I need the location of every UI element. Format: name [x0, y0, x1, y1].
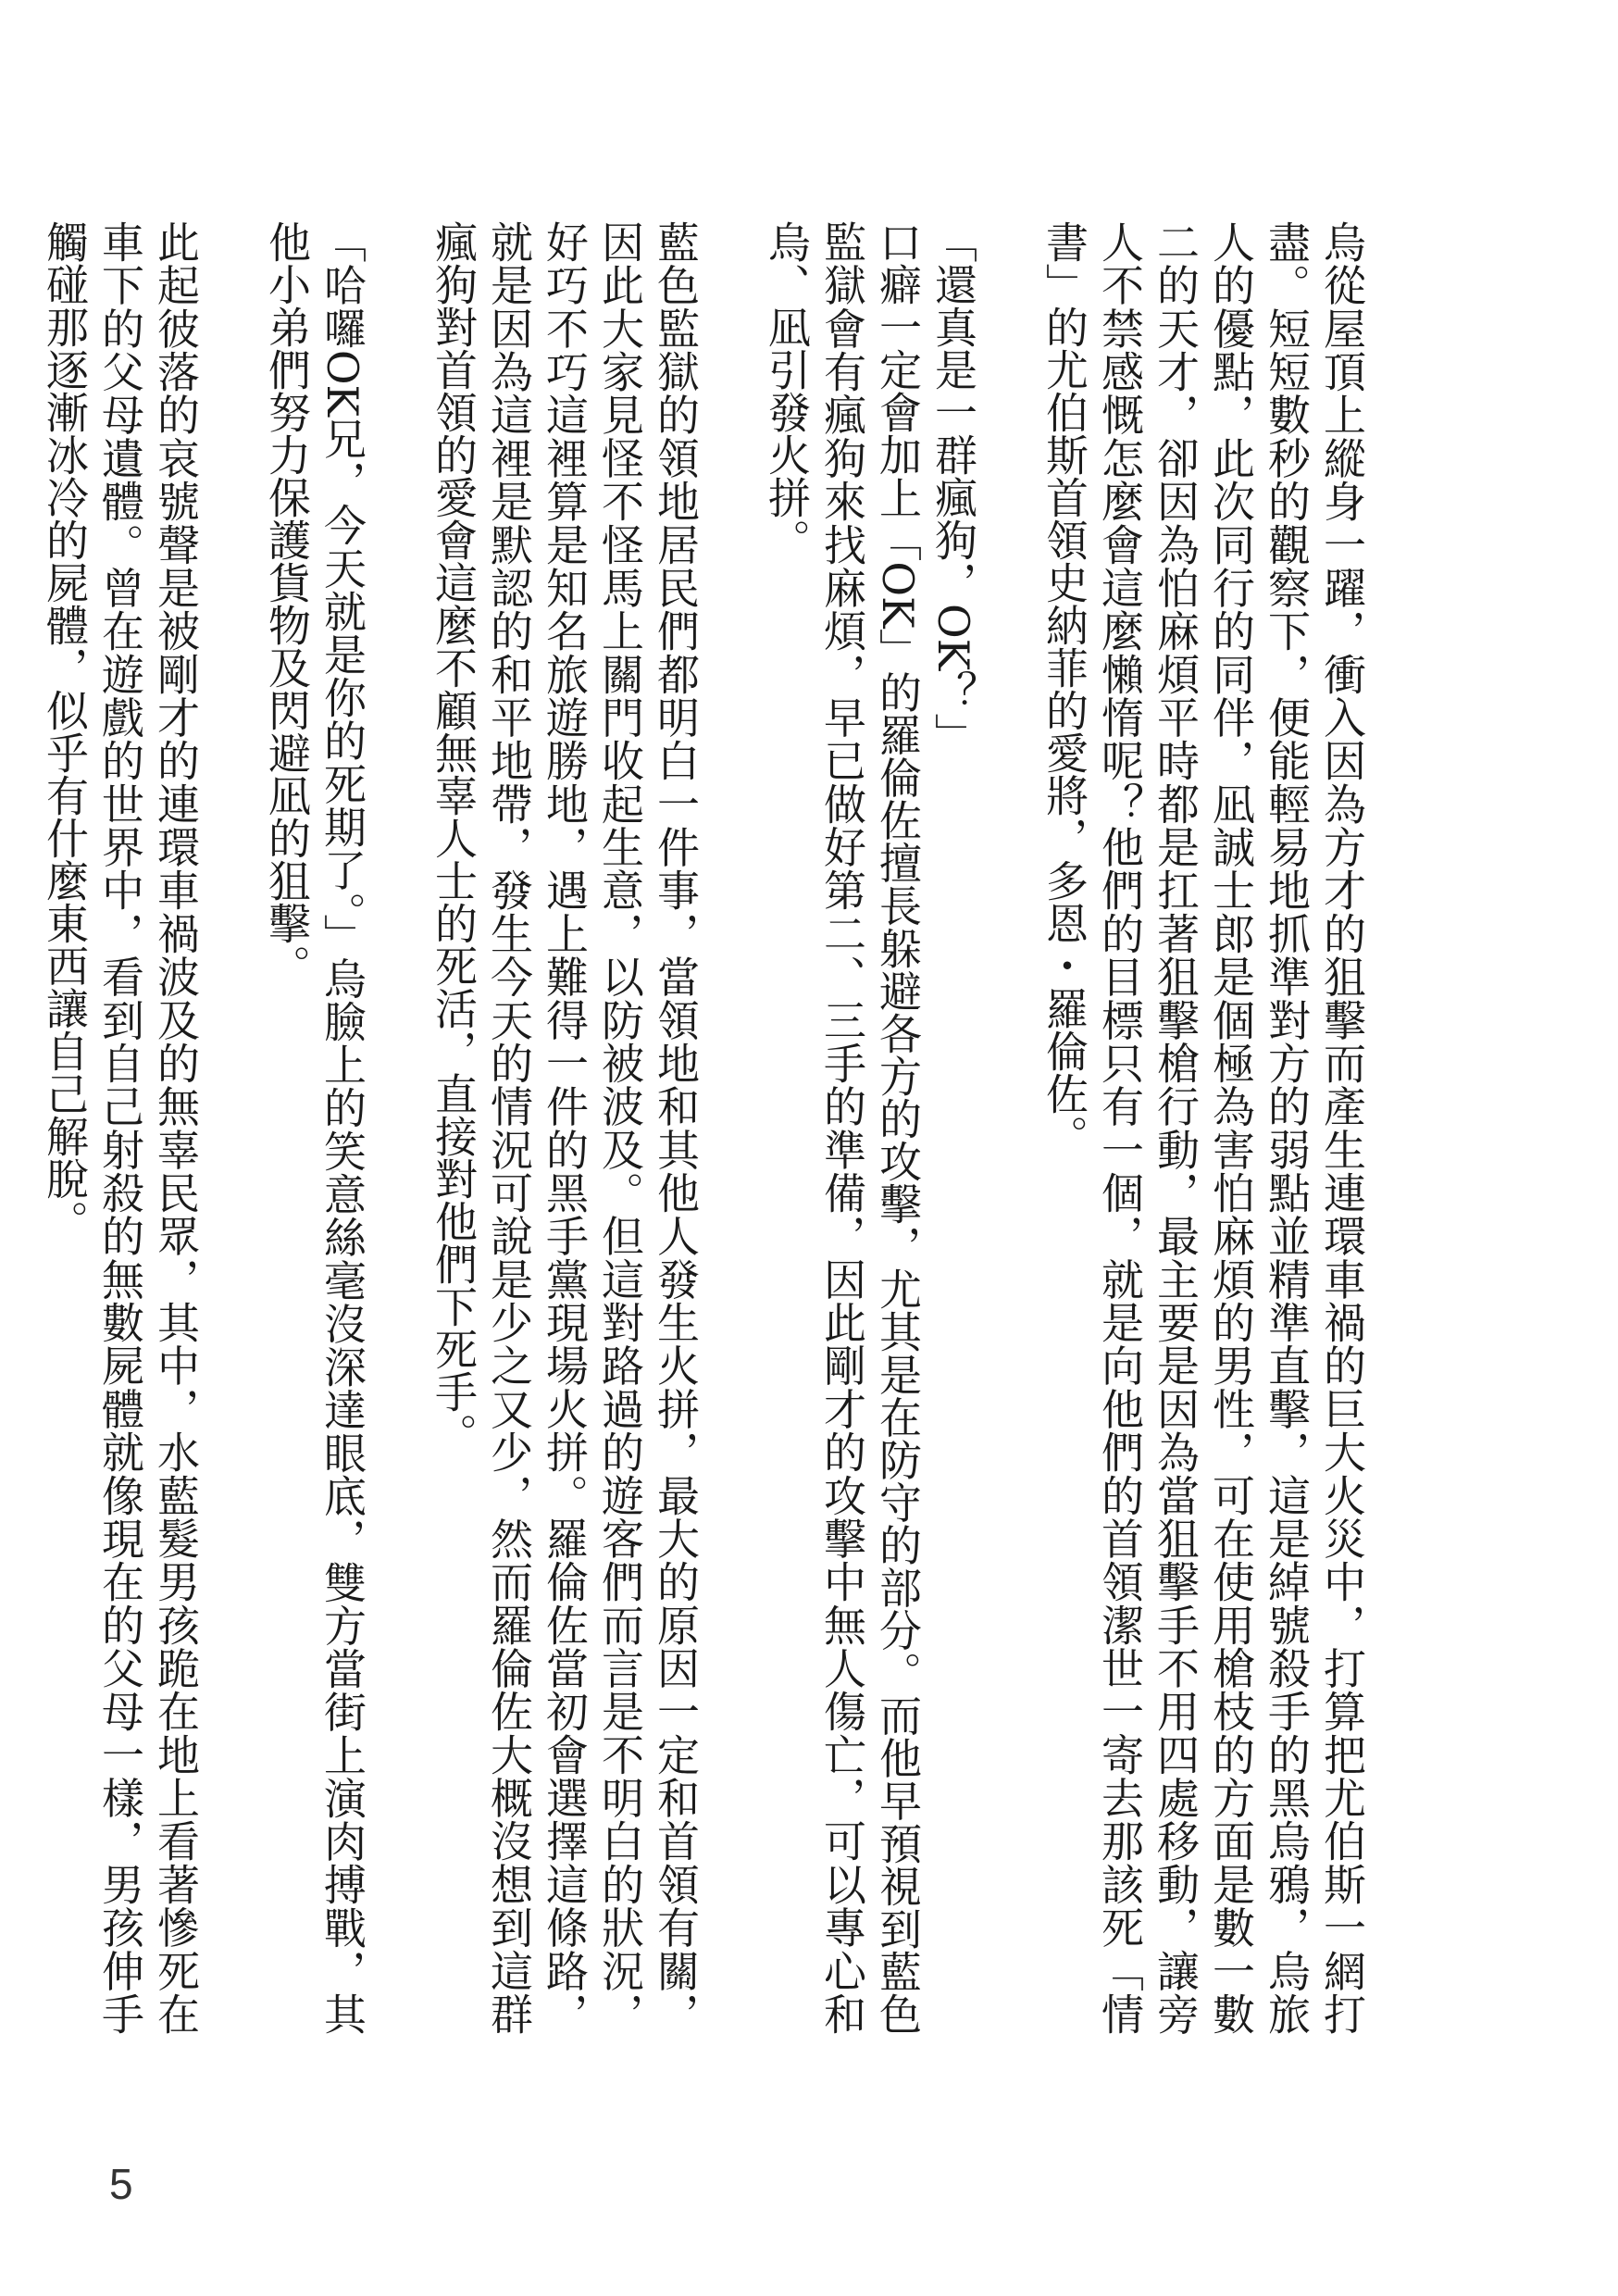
paragraph-spacer — [370, 220, 426, 2035]
paragraph-spacer — [204, 220, 259, 2035]
paragraph-spacer — [703, 220, 759, 2035]
paragraph-4: 藍色監獄的領地居民們都明白一件事，當領地和其他人發生火拼，最大的原因一定和首領有關，因此大家見怪不怪馬上關門收起生意，以防被波及。但這對路過的遊客們而言是不明白的狀況，好巧不巧這裡算是知名旅遊勝地，遇上難得一件的黑手黨現場火拼。羅倫佐當初會選擇這條路，就是因為這裡是默認的和平地帶，發生今天的情況可說是少之又少，然而羅倫佐大概沒想到這群瘋狗對首領的愛會這麼不顧無辜人士的死活，直接對他們下死手。 — [429, 220, 701, 2035]
paragraph-3: 口癖一定會加上「OK」的羅倫佐擅長躲避各方的攻擊，尤其是在防守的部分。而他早預視到藍色監獄會有瘋狗來找麻煩，早已做好第二、三手的準備，因此剛才的攻擊中無人傷亡，可以專心和烏、凪引發火拼。 — [762, 220, 923, 2035]
page-number: 5 — [109, 2160, 133, 2208]
paragraph-spacer — [981, 220, 1037, 2035]
paragraph-5-dialogue: 「哈囉OK兄，今天就是你的死期了。」烏臉上的笑意絲毫沒深達眼底，雙方當街上演肉搏戰，其他小弟們努力保護貨物及閃避凪的狙擊。 — [262, 220, 367, 2035]
paragraph-6: 此起彼落的哀號聲是被剛才的連環車禍波及的無辜民眾，其中，水藍髮男孩跪在地上看著慘死在車下的父母遺體。曾在遊戲的世界中，看到自己射殺的無數屍體就像現在的父母一樣，男孩伸手觸碰那逐漸冰冷的屍體，似乎有什麼東西讓自己解脫。 — [40, 220, 201, 2035]
vertical-text-body — [40, 220, 1370, 2035]
paragraph-1: 烏從屋頂上縱身一躍，衝入因為方才的狙擊而產生連環車禍的巨大火災中，打算把尤伯斯一網打盡。短短數秒的觀察下，便能輕易地抓準對方的弱點並精準直擊，這是綽號殺手的黑烏鴉，烏旅人的優點，此次同行的同伴，凪誠士郎是個極為害怕麻煩的男性，可在使用槍枝的方面是數一數二的天才，卻因為怕麻煩平時都是扛著狙擊槍行動，最主要是因為當狙擊手不用四處移動，讓旁人不禁感慨怎麼會這麼懶惰呢？他們的目標只有一個，就是向他們的首領潔世一寄去那該死「情書」的尤伯斯首領史納菲的愛將，多恩・羅倫佐。 — [1039, 220, 1367, 2035]
paragraph-2-dialogue: 「還真是一群瘋狗，OK？」 — [928, 220, 978, 756]
